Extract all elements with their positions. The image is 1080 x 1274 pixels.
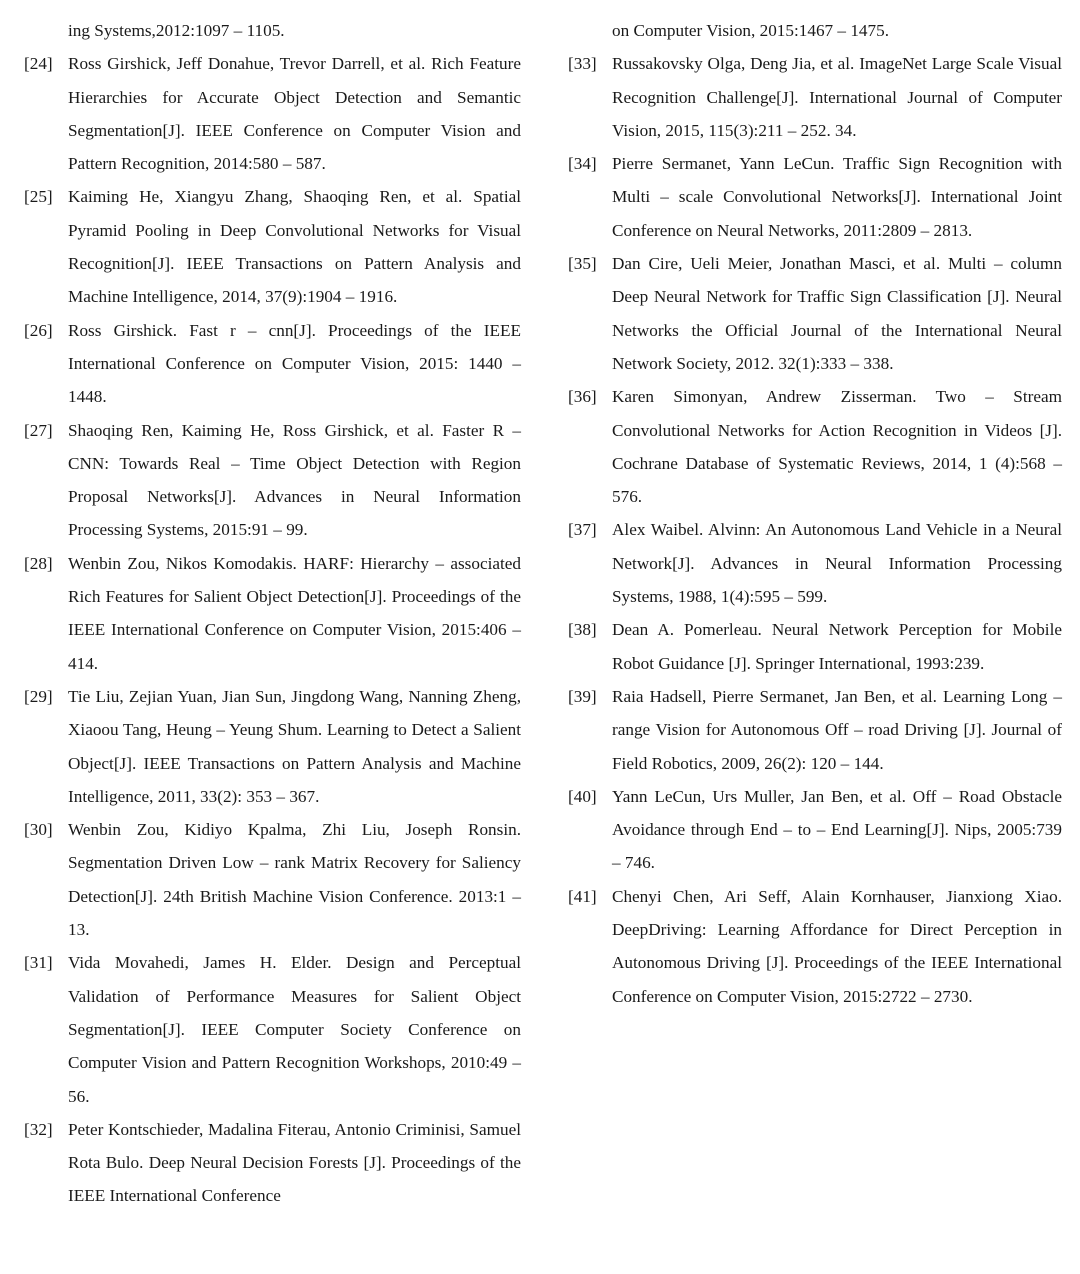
reference-34 [568, 147, 1062, 247]
reference-text: Shaoqing Ren, Kaiming He, Ross Girshick, et al. Faster R – CNN: Towards Real – Time Object Detection with Region Proposal Networks[J]. Advances in Neural Information Processing Systems, 2015:91 – 99. [68, 420, 521, 540]
reference-text: Yann LeCun, Urs Muller, Jan Ben, et al. Off – Road Obstacle Avoidance through End – to – End Learning[J]. Nips, 2005:739 – 746. [612, 786, 1062, 873]
reference-32 [24, 1113, 521, 1213]
reference-text: Tie Liu, Zejian Yuan, Jian Sun, Jingdong Wang, Nanning Zheng, Xiaoou Tang, Heung – Yeung Shum. Learning to Detect a Salient Object[J]. IEEE Transactions on Pattern Analysis and Machine Intelligence, 2011, 33(2): 353 – 367. [68, 686, 521, 806]
reference-text: Ross Girshick, Jeff Donahue, Trevor Darrell, et al. Rich Feature Hierarchies for Accurate Object Detection and Semantic Segmentation[J]. IEEE Conference on Computer Vision and Pattern Recognition, 2014:580 – 587. [68, 54, 521, 174]
reference-number: [41] [568, 886, 597, 906]
reference-text: Pierre Sermanet, Yann LeCun. Traffic Sign Recognition with Multi – scale Convolutional Networks[J]. International Joint Conference on Neural Networks, 2011:2809 – 2813. [612, 154, 1062, 240]
reference-number: [36] [568, 387, 597, 407]
reference-text: Chenyi Chen, Ari Seff, Alain Kornhauser, Jianxiong Xiao. DeepDriving: Learning Affordance for Direct Perception in Autonomous Driving [J]. Proceedings of the IEEE International Conference on Computer Vision, 2015:2722 – 2730. [612, 886, 1062, 1006]
reference-number: [33] [568, 54, 597, 74]
reference-24 [24, 47, 521, 180]
reference-number: [35] [568, 254, 597, 274]
reference-39 [568, 680, 1062, 780]
reference-35 [568, 247, 1062, 380]
reference-number: [27] [24, 420, 53, 440]
reference-text: Ross Girshick. Fast r – cnn[J]. Proceedings of the IEEE International Conference on Computer Vision, 2015: 1440 – 1448. [68, 320, 521, 407]
reference-number: [34] [568, 154, 597, 174]
reference-continuation: ing Systems,2012:1097 – 1105. [68, 21, 285, 40]
reference-27 [24, 414, 521, 547]
reference-number: [40] [568, 786, 597, 806]
reference-41 [568, 880, 1062, 1013]
reference-text: Peter Kontschieder, Madalina Fiterau, Antonio Criminisi, Samuel Rota Bulo. Deep Neural Decision Forests [J]. Proceedings of the IEEE International Conference [68, 1119, 521, 1206]
reference-number: [37] [568, 520, 597, 540]
reference-25 [24, 180, 521, 313]
right-column [568, 14, 1062, 1013]
reference-text: Dan Cire, Ueli Meier, Jonathan Masci, et al. Multi – column Deep Neural Network for Traffic Sign Classification [J]. Neural Networks the Official Journal of the International Neural Network Society, 2012. 32(1):333 – 338. [612, 254, 1062, 373]
reference-continuation: on Computer Vision, 2015:1467 – 1475. [612, 21, 889, 40]
reference-text: Vida Movahedi, James H. Elder. Design and Perceptual Validation of Performance Measures for Salient Object Segmentation[J]. IEEE Computer Society Conference on Computer Vision and Pattern Recognition Workshops, 2010:49 – 56. [68, 953, 521, 1106]
reference-text: Alex Waibel. Alvinn: An Autonomous Land Vehicle in a Neural Network[J]. Advances in Neural Information Processing Systems, 1988, 1(4):595 – 599. [612, 520, 1062, 607]
reference-number: [26] [24, 320, 53, 340]
reference-40 [568, 780, 1062, 880]
reference-number: [31] [24, 953, 53, 973]
reference-number: [25] [24, 187, 53, 207]
reference-text: Raia Hadsell, Pierre Sermanet, Jan Ben, et al. Learning Long – range Vision for Autonomous Off – road Driving [J]. Journal of Field Robotics, 2009, 26(2): 120 – 144. [612, 686, 1062, 773]
reference-30 [24, 813, 521, 946]
reference-number: [29] [24, 686, 53, 706]
reference-number: [39] [568, 686, 597, 706]
reference-33 [568, 47, 1062, 147]
reference-text: Russakovsky Olga, Deng Jia, et al. ImageNet Large Scale Visual Recognition Challenge[J]. International Journal of Computer Vision, 2015, 115(3):211 – 252. 34. [612, 54, 1062, 140]
reference-number: [32] [24, 1119, 53, 1139]
reference-text: Wenbin Zou, Kidiyo Kpalma, Zhi Liu, Joseph Ronsin. Segmentation Driven Low – rank Matrix Recovery for Saliency Detection[J]. 24th British Machine Vision Conference. 2013:1 – 13. [68, 820, 521, 940]
reference-36 [568, 380, 1062, 513]
reference-26 [24, 314, 521, 414]
left-column [24, 14, 521, 1213]
reference-number: [24] [24, 54, 53, 74]
reference-29 [24, 680, 521, 813]
reference-31 [24, 946, 521, 1112]
reference-text: Kaiming He, Xiangyu Zhang, Shaoqing Ren, et al. Spatial Pyramid Pooling in Deep Convolutional Networks for Visual Recognition[J]. IEEE Transactions on Pattern Analysis and Machine Intelligence, 2014, 37(9):1904 – 1916. [68, 187, 521, 307]
reference-38 [568, 613, 1062, 680]
reference-number: [30] [24, 820, 53, 840]
reference-number: [38] [568, 620, 597, 640]
reference-number: [28] [24, 553, 53, 573]
reference-37 [568, 513, 1062, 613]
reference-28 [24, 547, 521, 680]
reference-text: Dean A. Pomerleau. Neural Network Perception for Mobile Robot Guidance [J]. Springer International, 1993:239. [612, 620, 1062, 673]
reference-text: Karen Simonyan, Andrew Zisserman. Two – Stream Convolutional Networks for Action Recognition in Videos [J]. Cochrane Database of Systematic Reviews, 2014, 1 (4):568 – 576. [612, 387, 1062, 507]
reference-text: Wenbin Zou, Nikos Komodakis. HARF: Hierarchy – associated Rich Features for Salient Object Detection[J]. Proceedings of the IEEE International Conference on Computer Vision, 2015:406 – 414. [68, 553, 521, 673]
